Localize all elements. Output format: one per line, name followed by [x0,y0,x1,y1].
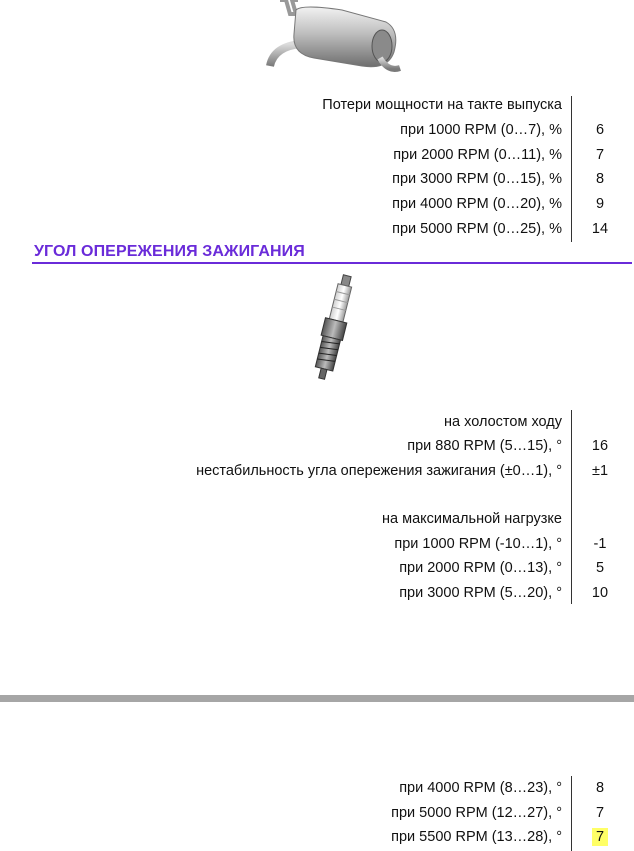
load-row-label: при 3000 RPM (5…20), ° [399,585,562,601]
exhaust-section-title: Потери мощности на такте выпуска [322,97,562,113]
exhaust-row-label: при 2000 RPM (0…11), % [393,147,562,163]
ignition-section-heading: УГОЛ ОПЕРЕЖЕНИЯ ЗАЖИГАНИЯ [34,243,305,260]
section-divider [32,262,632,264]
load-row-label: при 1000 RPM (-10…1), ° [394,536,562,552]
exhaust-row-label: при 1000 RPM (0…7), % [400,122,562,138]
load-row-label: при 2000 RPM (0…13), ° [399,560,562,576]
exhaust-row-value: 7 [595,147,605,163]
load-row-value: 10 [591,585,609,601]
idle-row-label: при 880 RPM (5…15), ° [407,438,562,454]
continued-table-divider [571,776,572,851]
page-separator [0,695,634,702]
idle-subtitle: на холостом ходу [444,414,562,430]
exhaust-row-label: при 3000 RPM (0…15), % [392,171,562,187]
continued-row-label: при 5000 RPM (12…27), ° [391,805,562,821]
idle-row-value: ±1 [591,463,609,479]
load-subtitle: на максимальной нагрузке [382,511,562,527]
load-row-value: -1 [593,536,607,552]
continued-row-label: при 5500 RPM (13…28), ° [391,829,562,845]
exhaust-row-value: 6 [595,122,605,138]
exhaust-row-value: 8 [595,171,605,187]
ignition-table-divider [571,410,572,604]
continued-row-value [580,828,620,846]
continued-row-value: 8 [595,780,605,796]
continued-row-label: при 4000 RPM (8…23), ° [399,780,562,796]
exhaust-row-value: 9 [595,196,605,212]
idle-row-label: нестабильность угла опережения зажигания (±0…1), ° [196,463,562,479]
exhaust-row-value: 14 [591,221,609,237]
idle-row-value: 16 [591,438,609,454]
highlighted-value: 7 [592,828,608,846]
exhaust-table-divider [571,96,572,242]
exhaust-row-label: при 5000 RPM (0…25), % [392,221,562,237]
continued-row-value: 7 [595,805,605,821]
muffler-icon [262,0,402,78]
exhaust-row-label: при 4000 RPM (0…20), % [392,196,562,212]
spark-plug-icon [302,274,364,392]
load-row-value: 5 [595,560,605,576]
